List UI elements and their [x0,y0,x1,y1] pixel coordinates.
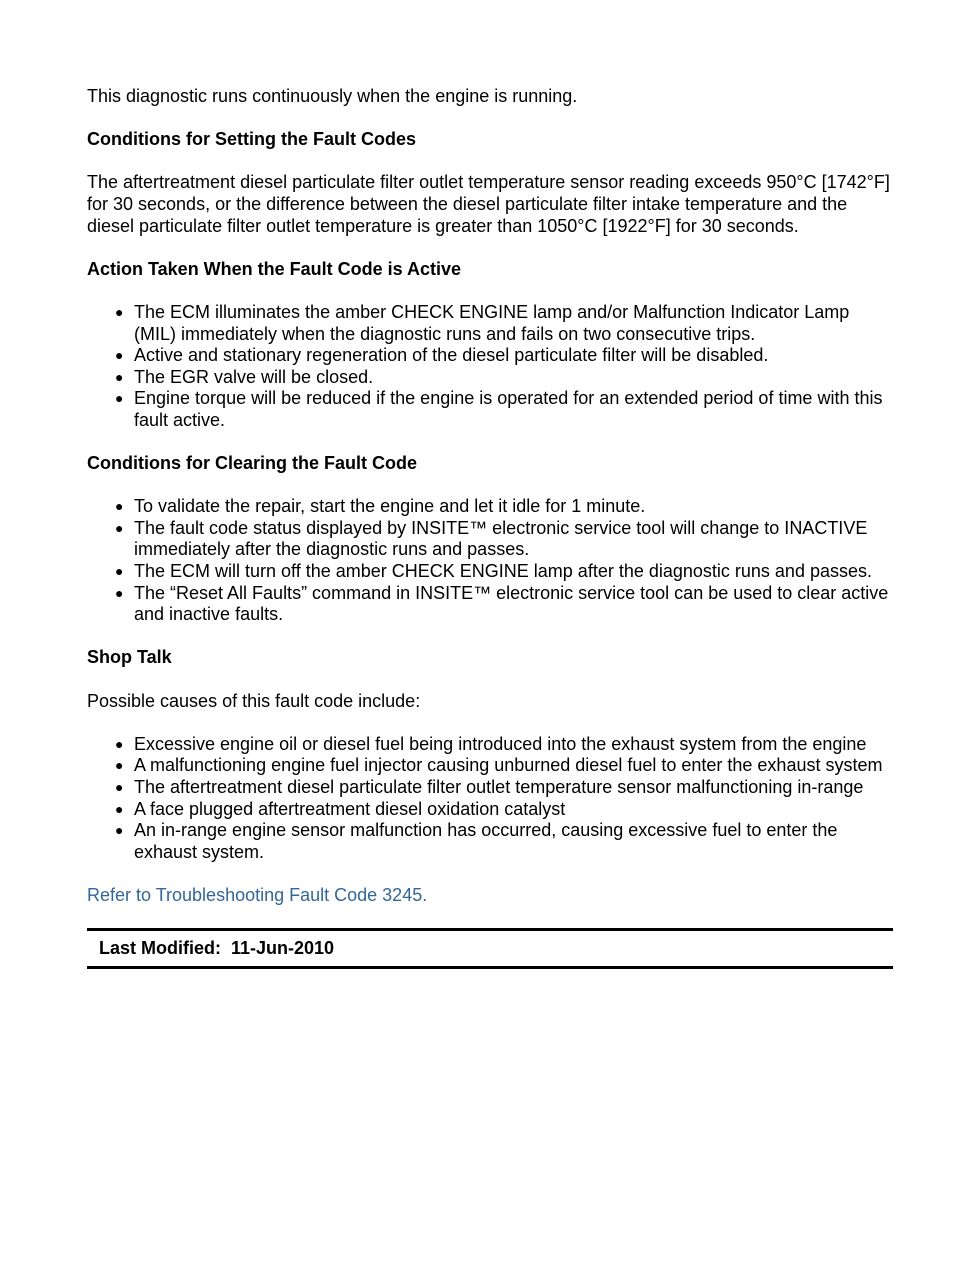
troubleshooting-reference-link[interactable]: Refer to Troubleshooting Fault Code 3245. [87,884,428,905]
clearing-conditions-list [87,496,893,626]
list-item: ● The “Reset All Faults” command in INSITE™ electronic service tool can be used to clear active and inactive faults. [115,582,889,625]
list-item: ● Excessive engine oil or diesel fuel being introduced into the exhaust system from the engine [115,733,867,754]
bullet-icon: ● [115,519,124,536]
bullet-icon: ● [115,800,124,817]
bullet-icon: ● [115,390,124,407]
list-item: ● A face plugged aftertreatment diesel oxidation catalyst [115,798,566,819]
bullet-icon: ● [115,757,124,774]
bullet-icon: ● [115,584,124,601]
bullet-icon: ● [115,563,124,580]
heading-action-taken: Action Taken When the Fault Code is Active [87,258,462,279]
heading-clearing-conditions: Conditions for Clearing the Fault Code [87,453,417,474]
bullet-icon: ● [115,822,124,839]
possible-causes-list [87,734,893,864]
heading-shop-talk: Shop Talk [87,647,172,668]
setting-conditions-paragraph: The aftertreatment diesel particulate filter outlet temperature sensor reading exceeds 950°C [1742°F] for 30 seconds, or the difference between the diesel particulate filter intake temperature and the diesel particulate filter outlet temperature is greater than 1050°C [1922°F] for 30 seconds. [87,172,890,236]
list-item: ● Engine torque will be reduced if the engine is operated for an extended period of time with this fault active. [115,388,883,430]
list-item: ● A malfunctioning engine fuel injector causing unburned diesel fuel to enter the exhaust system [115,755,883,776]
document-body [87,86,893,969]
bullet-icon: ● [115,303,124,320]
shop-talk-paragraph: Possible causes of this fault code include: [87,690,421,711]
list-item: ● An in-range engine sensor malfunction has occurred, causing excessive fuel to enter the exhaust system. [115,820,838,862]
list-item: ● The ECM will turn off the amber CHECK ENGINE lamp after the diagnostic runs and passes. [115,561,872,582]
reference-paragraph [87,885,893,907]
action-taken-list [87,302,893,432]
bullet-icon: ● [115,779,124,795]
bullet-icon: ● [115,368,124,385]
heading-setting-conditions: Conditions for Setting the Fault Codes [87,129,416,150]
last-modified-label: Last Modified: [99,938,231,959]
last-modified-date: 11-Jun-2010 [231,938,335,959]
intro-paragraph: This diagnostic runs continuously when the engine is running. [87,86,578,106]
last-modified-footer [87,928,893,969]
list-item: ● To validate the repair, start the engine and let it idle for 1 minute. [115,496,646,517]
list-item: ● The aftertreatment diesel particulate filter outlet temperature sensor malfunctioning in-range [115,777,864,797]
list-item: ● The fault code status displayed by INSITE™ electronic service tool will change to INACTIVE immediately after the diagnostic runs and passes. [115,517,868,560]
list-item: ● The ECM illuminates the amber CHECK ENGINE lamp and/or Malfunction Indicator Lamp (MIL) immediately when the diagnostic runs and fails on two consecutive trips. [115,301,850,344]
bullet-icon: ● [115,347,124,364]
list-item: ● Active and stationary regeneration of the diesel particulate filter will be disabled. [115,345,769,366]
list-item: ● The EGR valve will be closed. [115,366,374,387]
bullet-icon: ● [115,498,124,515]
bullet-icon: ● [115,735,124,752]
